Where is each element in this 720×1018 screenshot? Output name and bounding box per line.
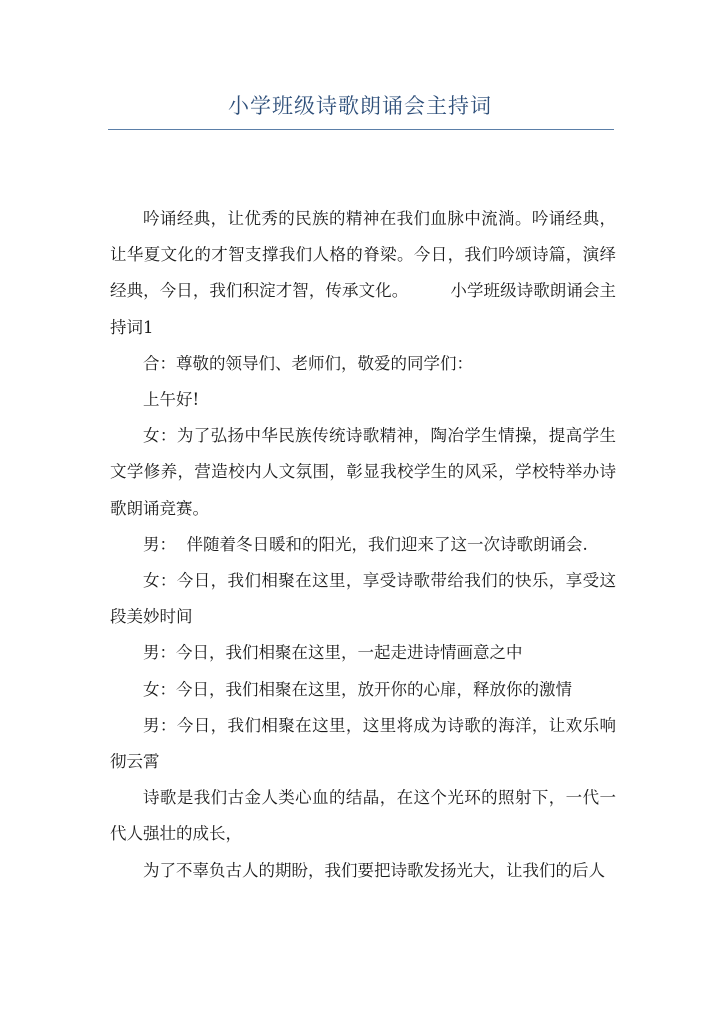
paragraph bbox=[110, 672, 616, 708]
paragraph-text: 吟诵经典，让优秀的民族的精神在我们血脉中流淌。吟诵经典，让华夏文化的才智支撑我们人格的脊梁。今日，我们吟颂诗篇，演绎经典，今日，我们积淀才智，传承文化。 bbox=[110, 209, 616, 301]
paragraph-text: 今日，我们相聚在这里，享受诗歌带给我们的快乐，享受这段美妙时间 bbox=[110, 571, 617, 627]
paragraph-intro bbox=[110, 201, 616, 346]
speaker-label: 男： bbox=[143, 715, 177, 735]
speaker-label: 女： bbox=[143, 426, 177, 446]
paragraph bbox=[110, 346, 616, 382]
paragraph bbox=[110, 418, 616, 527]
speaker-label: 女： bbox=[143, 679, 176, 699]
document-title: 小学班级诗歌朗诵会主持词 bbox=[228, 94, 492, 118]
paragraph bbox=[110, 780, 616, 852]
speaker-label: 男： bbox=[143, 534, 176, 554]
paragraph-text: 今日，我们相聚在这里，一起走进诗情画意之中 bbox=[176, 643, 523, 663]
speaker-label: 合： bbox=[143, 353, 176, 373]
paragraph-text: 伴随着冬日暖和的阳光，我们迎来了这一次诗歌朗诵会. bbox=[176, 534, 588, 554]
paragraph-text: 为了弘扬中华民族传统诗歌精神，陶冶学生情操，提高学生文学修养，营造校内人文氛围，彰显我校学生的风采，学校特举办诗歌朗诵竞赛。 bbox=[110, 426, 617, 518]
paragraph bbox=[110, 708, 616, 780]
speaker-label: 女： bbox=[143, 571, 177, 591]
paragraph bbox=[110, 635, 616, 671]
paragraph bbox=[110, 563, 616, 635]
speaker-label: 男： bbox=[143, 643, 176, 663]
paragraph bbox=[110, 527, 616, 563]
paragraph-text: 尊敬的领导们、老师们，敬爱的同学们： bbox=[176, 353, 473, 373]
paragraph-text: 为了不辜负古人的期盼，我们要把诗歌发扬光大，让我们的后人 bbox=[143, 860, 605, 880]
paragraph bbox=[110, 853, 616, 889]
document-body bbox=[110, 201, 616, 889]
section-heading: 小学班级诗歌朗诵会主持词1 bbox=[110, 281, 617, 337]
paragraph-text: 今日，我们相聚在这里，放开你的心扉，释放你的激情 bbox=[176, 679, 572, 699]
paragraph bbox=[110, 382, 616, 418]
paragraph-text: 诗歌是我们古金人类心血的结晶，在这个光环的照射下，一代一代人强壮的成长， bbox=[110, 788, 616, 844]
title-divider bbox=[108, 129, 614, 130]
paragraph-text: 上午好! bbox=[143, 390, 200, 410]
paragraph-text: 今日，我们相聚在这里，这里将成为诗歌的海洋，让欢乐响彻云霄 bbox=[110, 715, 617, 772]
